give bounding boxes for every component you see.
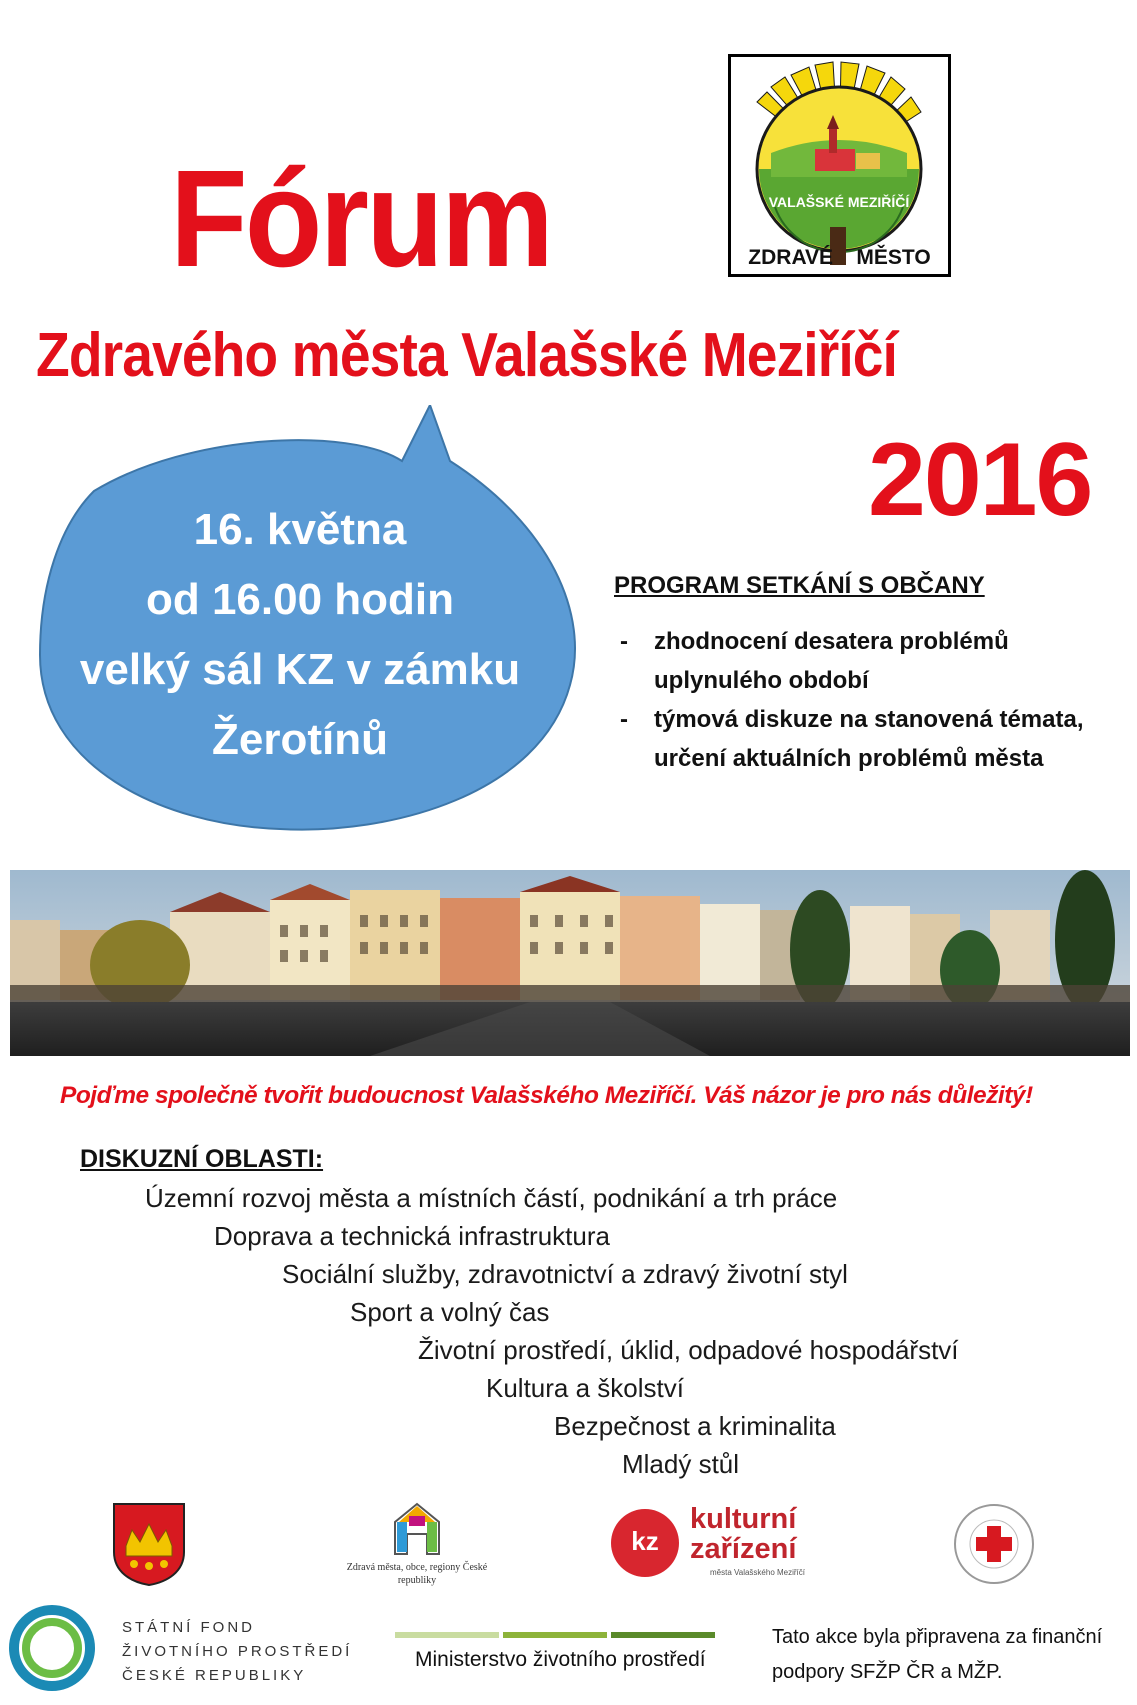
svg-text:kz: kz [631, 1526, 659, 1556]
page-title: Fórum [170, 142, 552, 296]
state-fund-text: STÁTNÍ FOND ŽIVOTNÍHO PROSTŘEDÍ ČESKÉ REPUBLIKY [122, 1619, 353, 1684]
area-item: Mladý stůl [622, 1449, 740, 1479]
area-item: Sport a volný čas [350, 1297, 550, 1327]
event-year: 2016 [868, 422, 1092, 538]
page-subtitle: Zdravého města Valašské Meziříčí [36, 321, 898, 390]
event-venue-line1: velký sál KZ v zámku [79, 645, 521, 694]
red-cross-logo-icon [952, 1502, 1036, 1586]
program-item: - týmová diskuze na stanovená témata, určení aktuálních problémů města [620, 706, 1084, 772]
event-time: od 16.00 hodin [145, 575, 455, 624]
slogan: Pojďme společně tvořit budoucnost Valašského Meziříčí. Váš názor je pro nás důležitý! [60, 1082, 1033, 1109]
event-venue-line2: Žerotínů [212, 715, 388, 764]
kz-logo-sub: města Valašského Meziříčí [710, 1568, 805, 1577]
nszm-logo-text: Zdravá města, obce, regiony České republiky [346, 1562, 488, 1586]
town-square-photo [10, 870, 1130, 1056]
area-item: Bezpečnost a kriminalita [554, 1411, 836, 1441]
event-date: 16. května [193, 505, 407, 554]
coat-of-arms-icon [112, 1502, 186, 1586]
area-item: Kultura a školství [486, 1373, 684, 1403]
svg-text:VALAŠSKÉ MEZIŘÍČÍ: VALAŠSKÉ MEZIŘÍČÍ [768, 194, 910, 210]
program-list [614, 622, 1134, 778]
ministry-bar [611, 1632, 715, 1638]
area-item: Sociální služby, zdravotnictví a zdravý životní styl [282, 1259, 848, 1289]
ministry-text: Ministerstvo životního prostředí [415, 1648, 706, 1671]
kz-logo-line2: zařízení [690, 1533, 797, 1565]
area-item: Životní prostředí, úklid, odpadové hospodářství [418, 1335, 959, 1365]
support-text: Tato akce byla připravena za finanční podpory SFŽP ČR a MŽP. [772, 1626, 1103, 1683]
areas-heading: DISKUZNÍ OBLASTI: [80, 1145, 324, 1173]
program-item: - zhodnocení desatera problémů uplynulého období [620, 628, 1009, 694]
ministry-bar [503, 1632, 607, 1638]
program-heading: PROGRAM SETKÁNÍ S OBČANY [614, 572, 985, 599]
state-fund-logo-icon [8, 1604, 96, 1692]
healthy-city-logo [728, 54, 951, 277]
healthy-city-logo-icon [731, 57, 948, 274]
kz-logo-line1: kulturní [690, 1503, 797, 1535]
area-item: Územní rozvoj města a místních částí, podnikání a trh práce [145, 1183, 838, 1213]
ministry-bar [395, 1632, 499, 1638]
area-item: Doprava a technická infrastruktura [214, 1221, 610, 1251]
event-info-text [40, 495, 560, 775]
kz-logo [610, 1504, 810, 1584]
kz-logo-icon [610, 1508, 680, 1578]
nszm-logo-icon [387, 1500, 447, 1556]
healthy-city-logo-text: ZDRAVÉ MĚSTO [748, 246, 931, 269]
nszm-logo [342, 1500, 492, 1587]
